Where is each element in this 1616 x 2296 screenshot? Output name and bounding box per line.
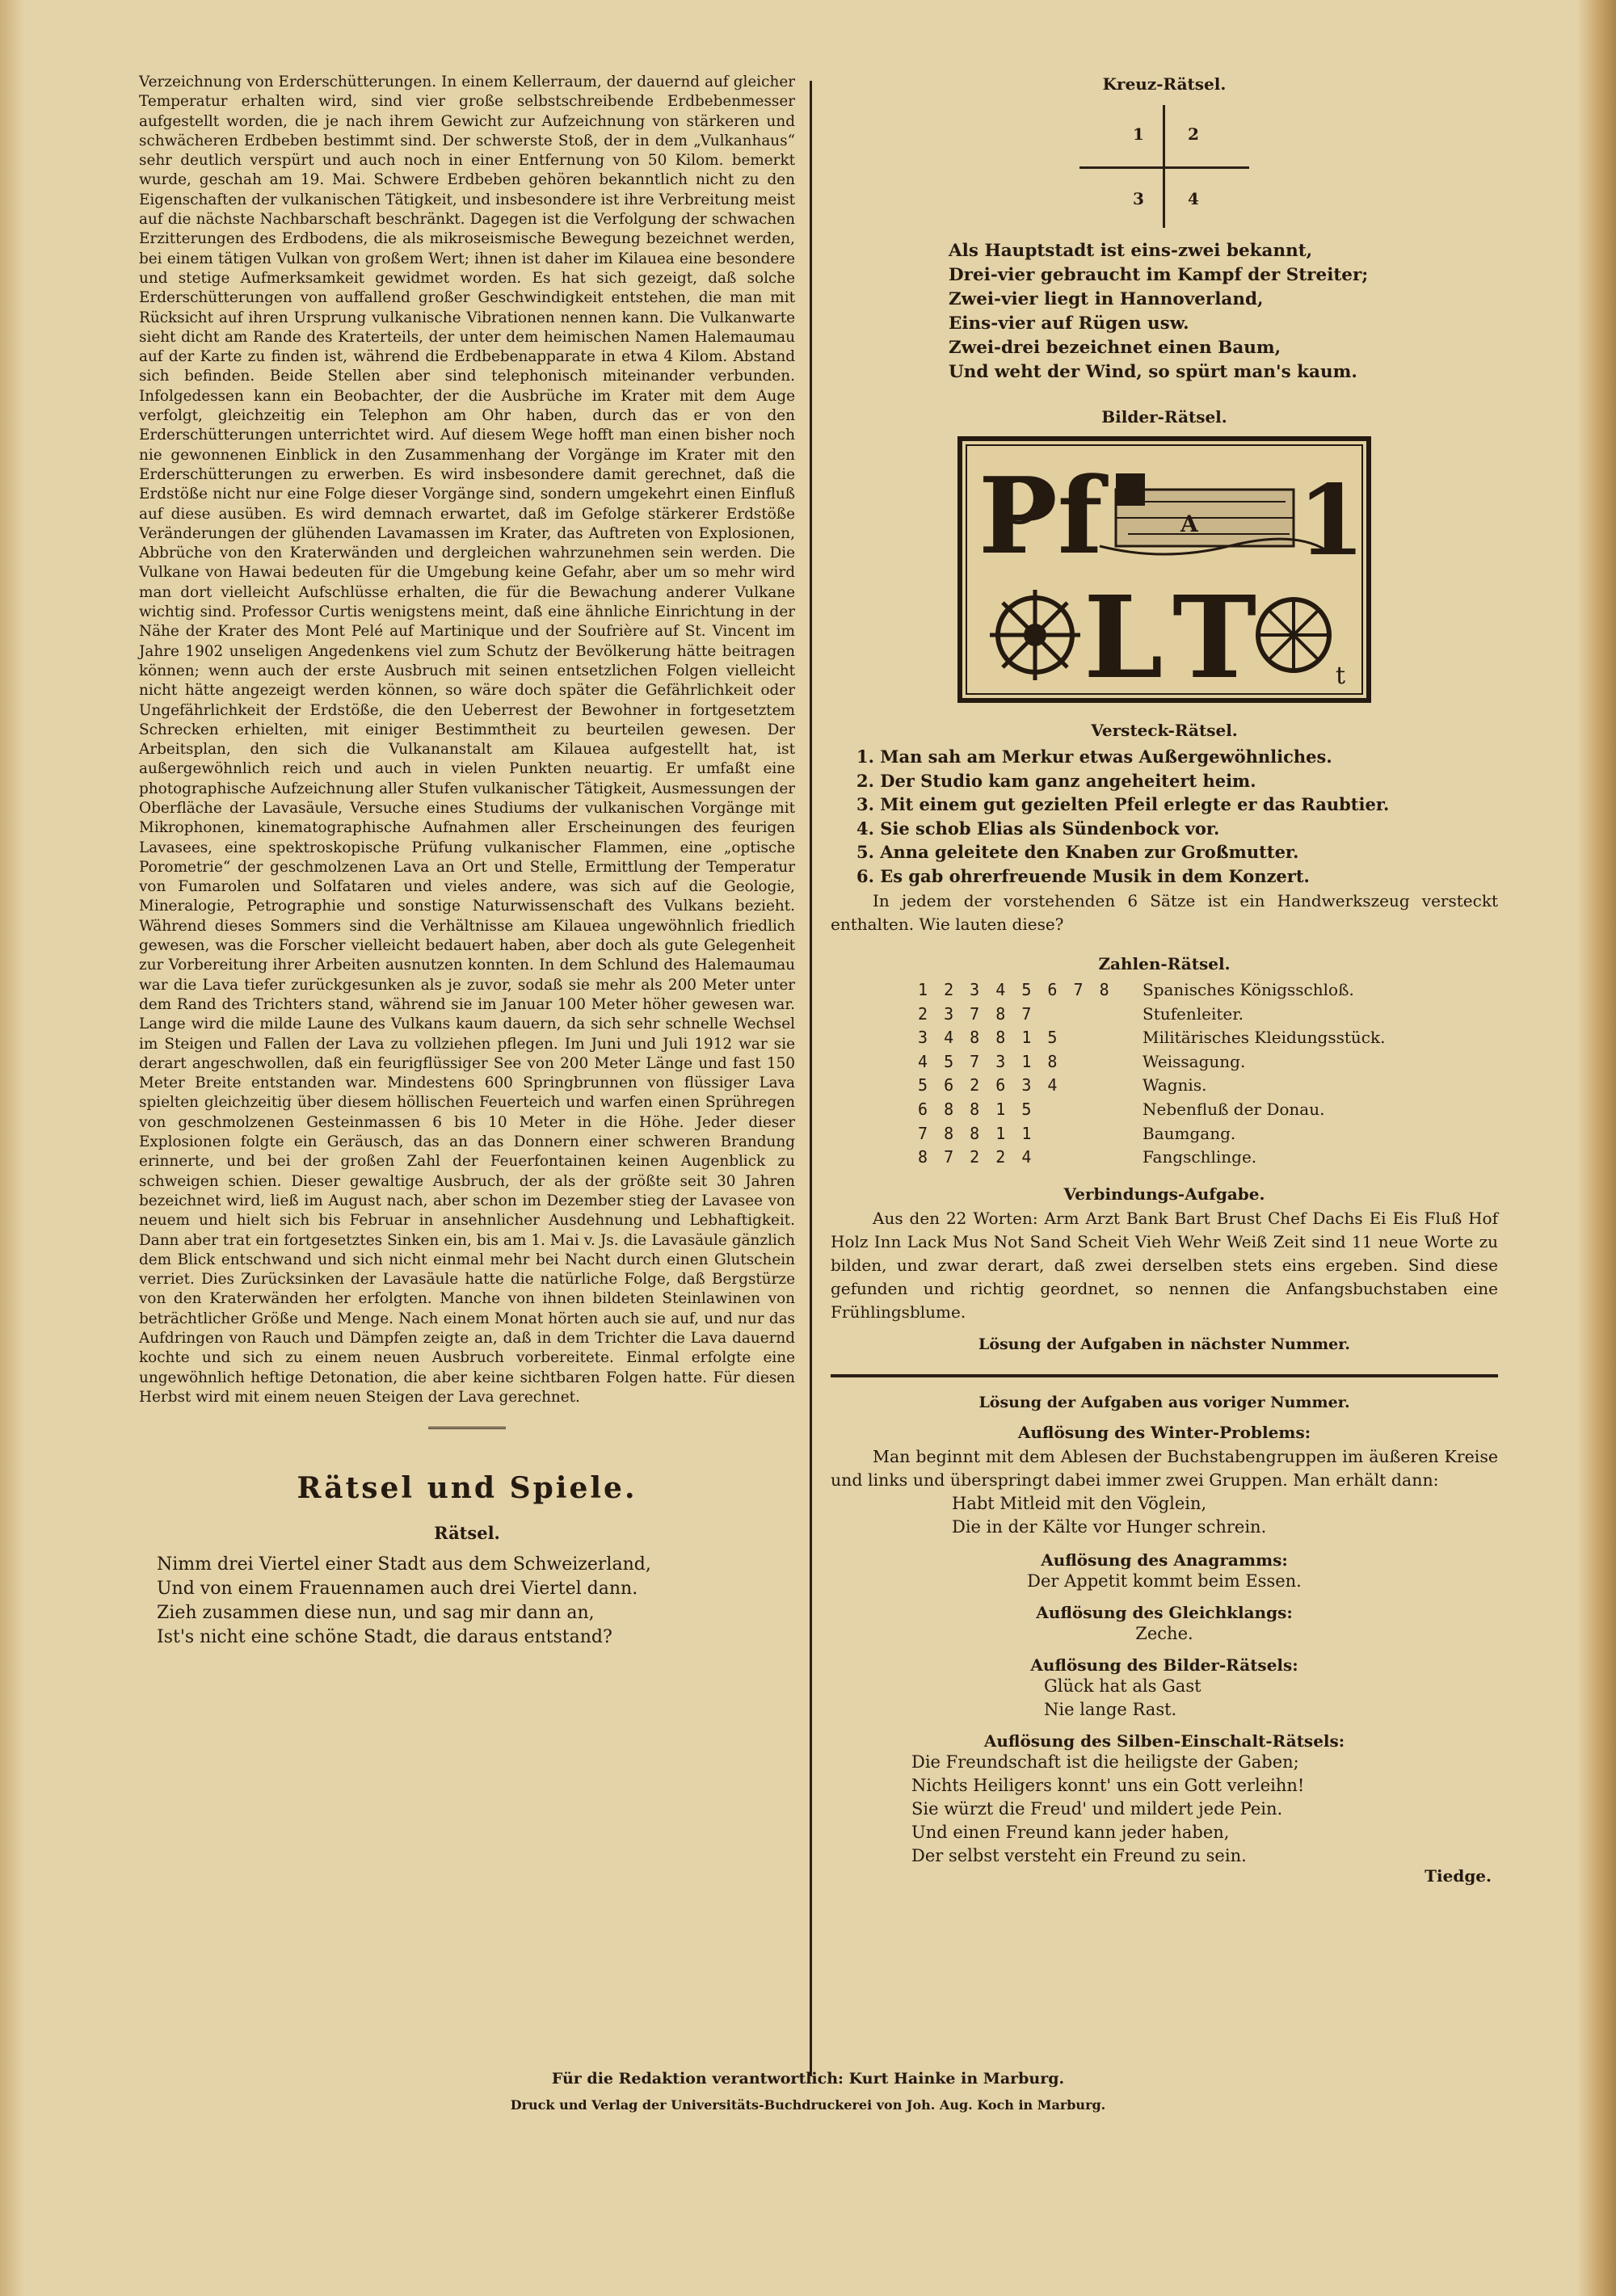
cross-riddle-line: Als Hauptstadt ist eins-zwei bekannt, bbox=[949, 241, 1313, 261]
clue-cell: Nebenfluß der Donau. bbox=[1143, 1099, 1325, 1119]
cross-cell-4: 4 bbox=[1188, 189, 1199, 208]
cross-cell-3: 3 bbox=[1133, 189, 1144, 208]
table-row bbox=[918, 978, 1385, 1003]
table-row bbox=[918, 1098, 1385, 1122]
riddle-line: Und von einem Frauennamen auch drei Viertel dann. bbox=[157, 1579, 638, 1600]
winter-solution-text: Man beginnt mit dem Ablesen der Buchstabengruppen im äußeren Kreise und links und überspringt dabei immer zwei Gruppen. Man erhält dann: bbox=[831, 1446, 1498, 1490]
glyph-small-t: t bbox=[1336, 662, 1346, 690]
hidden-riddle-list bbox=[831, 745, 1498, 888]
section-title: Rätsel und Spiele. bbox=[297, 1471, 638, 1506]
gleichklang-solution-title: Auflösung des Gleichklangs: bbox=[1036, 1602, 1293, 1622]
poem-line: Glück hat als Gast bbox=[1044, 1676, 1201, 1696]
bilder-solution-title: Auflösung des Bilder-Rätsels: bbox=[1030, 1655, 1298, 1675]
cross-cell-1: 1 bbox=[1133, 124, 1144, 144]
column-divider bbox=[810, 81, 812, 2076]
cross-cell-2: 2 bbox=[1188, 124, 1199, 144]
riddle-line: Zieh zusammen diese nun, und sag mir dann an, bbox=[157, 1603, 595, 1624]
hidden-riddle-title: Versteck-Rätsel. bbox=[1091, 721, 1238, 740]
winter-solution-title: Auflösung des Winter-Problems: bbox=[1017, 1422, 1311, 1442]
bilder-solution-poem bbox=[1044, 1675, 1498, 1722]
hidden-riddle-question: In jedem der vorstehenden 6 Sätze ist ein Handwerkszeug versteckt enthalten. Wie lauten diese? bbox=[831, 891, 1498, 934]
anagram-solution-title: Auflösung des Anagramms: bbox=[1041, 1550, 1288, 1570]
riddle-title: Rätsel. bbox=[434, 1523, 500, 1544]
picture-riddle-title: Bilder-Rätsel. bbox=[1101, 407, 1227, 427]
digits-cell: 1 2 3 4 5 6 7 8 bbox=[918, 980, 1113, 999]
picture-riddle-illustration bbox=[962, 441, 1366, 698]
number-riddle-table bbox=[918, 978, 1385, 1170]
editor-line: Für die Redaktion verantwortlich: Kurt Hainke in Marburg. bbox=[551, 2070, 1065, 2088]
table-row bbox=[918, 1074, 1385, 1098]
glyph-pf: Pf bbox=[978, 454, 1103, 578]
clue-cell: Militärisches Kleidungsstück. bbox=[1143, 1028, 1386, 1048]
printer-line: Druck und Verlag der Universitäts-Buchdruckerei von Joh. Aug. Koch in Marburg. bbox=[510, 2097, 1106, 2113]
connection-task-title: Verbindungs-Aufgabe. bbox=[1063, 1184, 1265, 1204]
cross-riddle-line: Drei-vier gebraucht im Kampf der Streiter; bbox=[949, 265, 1369, 285]
silben-solution-title: Auflösung des Silben-Einschalt-Rätsels: bbox=[983, 1730, 1345, 1751]
cross-riddle-poem bbox=[949, 239, 1498, 385]
cross-riddle-line: Eins-vier auf Rügen usw. bbox=[949, 313, 1189, 334]
article-text: Verzeichnung von Erderschütterungen. In einem Kellerraum, der dauernd auf gleicher Temperatur erhalten wird, sind vier große selbstschreibende Erdbebenmesser aufgestellt worden, die je nach ihrem Gewicht zur Aufzeichnung von stärkeren und schwächeren Erdbeben bestimmt sind. Der schwerste Stoß, der in dem „Vulkanhaus“ sehr deutlich verspürt und auch noch in einer Entfernung von 50 Kilom. bemerkt wurde, geschah am 19. Mai. Schwere Erdbeben gehören bekanntlich nicht zu den Eigenschaften der vulkanischen Tätigkeit, und insbesondere ist ihre Verbreitung meist auf die nächste Nachbarschaft beschränkt. Dagegen ist die Verfolgung der schwachen Erzitterungen des Erdbodens, die als mikroseismische Bewegung bezeichnet werden, bei einem tätigen Vulkan von großem Wert; ihnen ist daher im Kilauea eine besondere und stetige Aufmerksamkeit gewidmet worden. Es hat sich gezeigt, daß solche Erderschütterungen von auffallend großer Geschwindigkeit entstehen, die man mit Rücksicht auf ihren Ursprung vulkanische Vibrationen nennen kann. Die Vulkanwarte sieht dicht am Rande des Kraterteils, der unter dem heimischen Namen Halemaumau auf der Karte zu finden ist, während die Erdbebenapparate in etwa 4 Kilom. Abstand sich befinden. Beide Stellen aber sind telephonisch miteinander verbunden. Infolgedessen kann ein Beobachter, der die Ausbrüche im Krater mit dem Auge verfolgt, gleichzeitig ein Telephon am Ohr haben, durch das er von den Erderschütterungen unterrichtet wird. Auf diesem Wege hofft man einen bisher noch nie gewonnenen Einblick in den Zusammenhang der Vorgänge im Krater mit den Erderschütterungen zu erwerben. Es wird insbesondere damit gerechnet, daß die Erdstöße nicht nur eine Folge dieser Vorgänge sind, sondern umgekehrt einen Einfluß auf diese ausüben. Es wird demnach erwartet, daß im Gefolge stärkerer Erdstöße Veränderungen der glühenden Lavamassen im Krater, das Auftreten von Explosionen, Abbrüche von den Kraterwänden und dergleichen wahrzunehmen sein werden. Die Vulkane von Hawai bedeuten für die Umgebung keine Gefahr, aber um so mehr wird man dort vielleicht Aufschlüsse erhalten, die für die Bewachung anderer Vulkane wichtig sind. Professor Curtis wenigstens meint, daß eine ähnliche Einrichtung in der Nähe der Krater des Mont Pelé auf Martinique und der Soufrière auf St. Vincent im Jahre 1902 unseligen Angedenkens viel zum Schutz der Bevölkerung hätte beitragen können; wenn auch der erste Ausbruch mit seinen entsetzlichen Folgen vielleicht nicht hätte angezeigt werden können, so wäre doch später die Gefährlichkeit oder Ungefährlichkeit der Erdstöße, die den Ueberrest der Bewohner in fortgesetztem Schrecken erhielten, mit einiger Bestimmtheit zu beurteilen gewesen. Der Arbeitsplan, den sich die Vulkananstalt am Kilauea aufgestellt hat, ist außergewöhnlich reich und auch in vielen Punkten neuartig. Er umfaßt eine photographische Aufzeichnung aller Stufen vulkanischer Tätigkeit, Ausmessungen der Oberfläche der Lavasäule, Versuche eines Studiums der vulkanischen Vorgänge mit Mikrophonen, kinematographische Aufnahmen aller Erscheinungen des feurigen Lavasees, eine spektroskopische Prüfung vulkanischer Flammen, eine „optische Porometrie“ der geschmolzenen Lava an Ort und Stelle, Ermittlung der Temperatur von Fumarolen und Solfataren und vieles andere, was sich auf die Geologie, Mineralogie, Petrographie und sonstige Naturwissenschaft des Vulkans bezieht. Während dieses Sommers sind die Verhältnisse am Kilauea ungewöhnlich friedlich gewesen, was die Forscher vielleicht bedauert haben, aber doch als gute Gelegenheit zur Vorbereitung ihrer Arbeiten ausnutzen konnten. In dem Schlund des Halemaumau war die Lava tiefer zurückgesunken als je zuvor, sodaß sie mehr als 200 Meter unter dem Rand des Trichters stand, während sie im Januar 100 Meter höher gewesen war. Lange wird die milde Laune des Vulkans kaum dauern, da sich sehr schnelle Wechsel im Steigen und Fallen der Lava zu vollziehen pflegen. Im Juni und Juli 1912 war sie derart angeschwollen, daß ein feurigflüssiger See von 200 Meter Länge und fast 150 Meter Breite entstanden war. Mindestens 600 Springbrunnen von flüssiger Lava spielten gleichzeitig über diesem höllischen Feuerteich und warfen einen Sprühregen von geschmolzenen Gesteinmassen 6 bis 10 Meter in die Höhe. Jeder dieser Explosionen folgte ein Geräusch, das an das Donnern einer schweren Brandung erinnerte, und bei der großen Zahl der Feuerfontainen keinen Augenblick zu schweigen schien. Dieser gewaltige Ausbruch, der als der größte seit 30 Jahren bezeichnet wird, ließ im August nach, aber schon im Dezember stieg der Lavasee von neuem und hielt sich bis Februar in ansehnlicher Ausdehnung und Lebhaftigkeit. Dann aber trat ein fortgesetztes Sinken ein, bis am 1. Mai v. Js. die Lavasäule gänzlich dem Blick entschwand und sich nicht einmal mehr bei Nacht durch einen Glutschein verriet. Dies Zurücksinken der Lavasäule hatte die natürliche Folge, daß Bergstürze von den Kraterwänden her erfolgten. Manche von ihnen bildeten Steinlawinen von beträchtlicher Größe und Menge. Nach einem Monat hörten auch sie auf, und nur das Aufdringen von Rauch und Dämpfen zeigte an, daß in dem Trichter die Lava dauernd kochte und sich zu einem neuen Ausbruch vorbereitete. Einmal erfolgte eine ungewöhnlich heftige Detonation, die aber keine sichtbaren Folgen hatte. Für diesen Herbst wird mit einem neuen Steigen der Lava gerechnet. bbox=[139, 74, 795, 1406]
clue-cell: Baumgang. bbox=[1143, 1123, 1236, 1143]
solutions-title: Lösung der Aufgaben aus voriger Nummer. bbox=[978, 1393, 1350, 1411]
table-row bbox=[918, 1146, 1385, 1170]
digits-cell: 3 4 8 8 1 5 bbox=[918, 1028, 1061, 1048]
number-riddle-title: Zahlen-Rätsel. bbox=[1098, 954, 1231, 973]
riddle-line: Nimm drei Viertel einer Stadt aus dem Schweizerland, bbox=[157, 1554, 651, 1575]
gleichklang-solution: Zeche. bbox=[1135, 1623, 1193, 1643]
section-rule bbox=[831, 1374, 1498, 1377]
riddle-poem bbox=[157, 1553, 795, 1650]
glyph-1: 1 bbox=[1298, 464, 1366, 578]
picture-riddle-image bbox=[957, 436, 1371, 703]
digits-cell: 2 3 7 8 7 bbox=[918, 1003, 1035, 1024]
winter-solution-poem bbox=[952, 1492, 1498, 1539]
poem-line: Nie lange Rast. bbox=[1044, 1699, 1177, 1719]
list-item: 3. Mit einem gut gezielten Pfeil erlegte er das Raubtier. bbox=[856, 794, 1390, 814]
digits-cell: 8 7 2 2 4 bbox=[918, 1147, 1035, 1167]
riddle-line: Ist's nicht eine schöne Stadt, die daraus entstand? bbox=[157, 1627, 612, 1648]
digits-cell: 4 5 7 3 1 8 bbox=[918, 1051, 1061, 1071]
list-item: 6. Es gab ohrerfreuende Musik in dem Konzert. bbox=[856, 865, 1310, 886]
page-right-edge-shadow bbox=[1577, 0, 1616, 2296]
poem-line: Habt Mitleid mit den Vöglein, bbox=[952, 1493, 1207, 1513]
anagram-solution: Der Appetit kommt beim Essen. bbox=[1027, 1571, 1302, 1591]
tower-icon bbox=[1116, 473, 1145, 506]
right-column bbox=[831, 74, 1498, 1886]
silben-solution-poem bbox=[911, 1751, 1498, 1868]
clue-cell: Spanisches Königsschloß. bbox=[1143, 980, 1354, 999]
next-issue-note: Lösung der Aufgaben in nächster Nummer. bbox=[978, 1335, 1351, 1353]
poem-line: Der selbst versteht ein Freund zu sein. bbox=[911, 1845, 1247, 1865]
cross-riddle-line: Und weht der Wind, so spürt man's kaum. bbox=[949, 362, 1357, 382]
clue-cell: Weissagung. bbox=[1143, 1051, 1246, 1071]
connection-task-text: Aus den 22 Worten: Arm Arzt Bank Bart Brust Chef Dachs Ei Eis Fluß Hof Holz Inn Lack Mus Not Sand Scheit Vieh Wehr Weiß Zeit sind 11 neue Worte zu bilden, und zwar derart, daß zwei derselben stets eins ergeben. Sind diese gefunden und richtig geordnet, so nennen die Anfangsbuchstaben eine Frühlingsblume. bbox=[831, 1208, 1498, 1322]
cross-riddle-grid bbox=[1079, 105, 1249, 228]
clue-cell: Wagnis. bbox=[1143, 1075, 1207, 1095]
poem-line: Nichts Heiligers konnt' uns ein Gott verleihn! bbox=[911, 1775, 1305, 1795]
poem-author: Tiedge. bbox=[1425, 1865, 1492, 1886]
digits-cell: 5 6 2 6 3 4 bbox=[918, 1075, 1061, 1095]
cross-riddle-line: Zwei-vier liegt in Hannoverland, bbox=[949, 289, 1264, 309]
page-left-edge-shadow bbox=[0, 0, 24, 2296]
digits-cell: 6 8 8 1 5 bbox=[918, 1099, 1035, 1119]
left-column bbox=[139, 73, 795, 1650]
glyph-t: T bbox=[1172, 572, 1257, 698]
section-divider bbox=[428, 1427, 506, 1429]
poem-line: Sie würzt die Freud' und mildert jede Pein. bbox=[911, 1798, 1283, 1819]
clue-cell: Stufenleiter. bbox=[1143, 1003, 1244, 1024]
digits-cell: 7 8 8 1 1 bbox=[918, 1123, 1035, 1143]
cross-horizontal-line bbox=[1079, 166, 1249, 169]
poem-line: Die Freundschaft ist die heiligste der Gaben; bbox=[911, 1751, 1299, 1772]
list-item: 2. Der Studio kam ganz angeheitert heim. bbox=[856, 770, 1256, 791]
table-row bbox=[918, 1122, 1385, 1146]
list-item: 4. Sie schob Elias als Sündenbock vor. bbox=[856, 818, 1220, 839]
table-row bbox=[918, 1026, 1385, 1050]
table-row bbox=[918, 1003, 1385, 1027]
list-item: 5. Anna geleitete den Knaben zur Großmutter. bbox=[856, 842, 1299, 862]
poem-line: Die in der Kälte vor Hunger schrein. bbox=[952, 1516, 1267, 1537]
glyph-a: A bbox=[1180, 511, 1198, 537]
cross-riddle-line: Zwei-drei bezeichnet einen Baum, bbox=[949, 338, 1281, 358]
cross-riddle-title: Kreuz-Rätsel. bbox=[1102, 74, 1227, 94]
glyph-l: L bbox=[1084, 572, 1164, 698]
clue-cell: Fangschlinge. bbox=[1143, 1147, 1257, 1167]
poem-line: Und einen Freund kann jeder haben, bbox=[911, 1822, 1230, 1842]
table-row bbox=[918, 1050, 1385, 1074]
list-item: 1. Man sah am Merkur etwas Außergewöhnliches. bbox=[856, 746, 1332, 767]
